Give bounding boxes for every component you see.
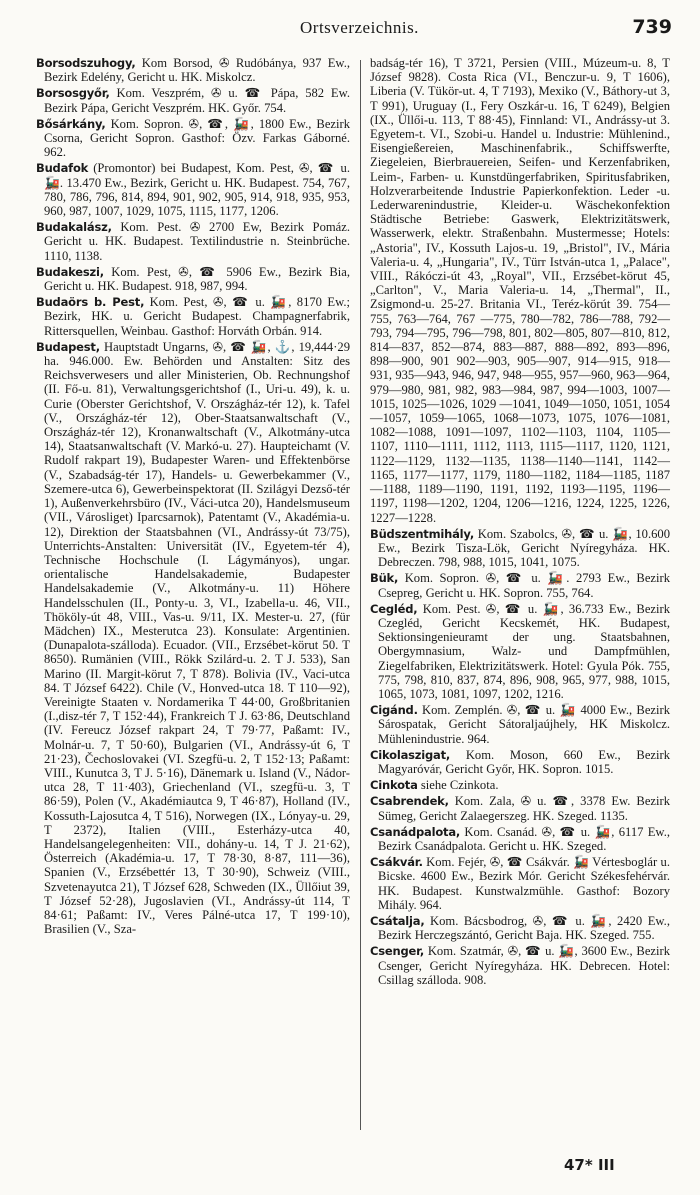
page-number: 739	[632, 16, 672, 38]
place-name: Bük,	[370, 571, 399, 586]
gazetteer-entry	[36, 56, 350, 84]
place-name: Budapest,	[36, 339, 100, 354]
gazetteer-entry	[370, 855, 670, 912]
place-name: Budakalász,	[36, 220, 112, 235]
place-name: Csátalja,	[370, 913, 425, 928]
place-name: Budafok	[36, 161, 89, 176]
place-name: Budaörs b. Pest,	[36, 295, 145, 310]
entry-text: Kom. Szatmár, ✇, ☎ u. 🚂, 3600 Ew., Bezirk Csenger, Gericht Nyíregyháza. HK. Debrecen. Hotel: Csillag szálloda. 908.	[378, 944, 670, 987]
entry-text: Kom. Pest. ✇, ☎ u. 🚂, 36.733 Ew., Bezirk Czegléd, Gericht Kecskemét, HK. Budapest, Sektionsingenieuramt der ung. Staatsbahnen, Obergymnasium, Walz- und Dampfmühlen, Ziegelfabriken, Elektrizitätswerk. Hotel: Gyula Pók. 755, 775, 798, 810, 837, 874, 896, 908, 965, 977, 988, 1015, 1065, 1073, 1081, 1097, 1202, 1216.	[378, 601, 670, 701]
entry-text: Kom. Veszprém, ✇ u. ☎ Pápa, 582 Ew. Bezirk Pápa, Gericht Veszprém. HK. Győr. 754.	[44, 86, 350, 115]
place-name: Büdszentmihály,	[370, 526, 474, 541]
place-name: Cikolaszigat,	[370, 747, 451, 762]
place-name: Borsosgyőr,	[36, 86, 110, 101]
page-footer	[0, 1156, 700, 1180]
gazetteer-entry	[370, 703, 670, 746]
place-name: Cigánd.	[370, 703, 418, 718]
place-name: Csenger,	[370, 944, 425, 959]
place-name: Csabrendek,	[370, 794, 449, 809]
entry-text: Kom. Bácsbodrog, ✇, ☎ u. 🚂, 2420 Ew., Bezirk Herczegszántó, Gericht Baja. HK. Szeged. 755.	[378, 913, 670, 943]
gazetteer-entry	[36, 295, 350, 338]
gazetteer-entry	[36, 265, 350, 293]
gazetteer-entry	[370, 778, 670, 792]
entry-text: Kom. Pest, ✇, ☎ 5906 Ew., Bezirk Bia, Gericht u. HK. Budapest. 918, 987, 994.	[44, 264, 350, 294]
entry-text: (Promontor) bei Budapest, Kom. Pest, ✇, ☎ u. 🚂. 13.470 Ew., Bezirk, Gericht u. HK. Budapest. 754, 767, 780, 786, 796, 814, 894, 901, 902, 905, 914, 918, 935, 953, 960, 987, 1007, 1029, 1075, 1115, 1177, 1206.	[44, 161, 350, 219]
gazetteer-entry	[36, 86, 350, 114]
gazetteer-entry	[370, 527, 670, 570]
entry-text: Kom. Moson, 660 Ew., Bezirk Magyaróvár, Gericht Győr, HK. Sopron. 1015.	[378, 747, 670, 776]
gazetteer-entry	[370, 914, 670, 942]
place-name: Budakeszi,	[36, 264, 104, 279]
gazetteer-entry	[370, 794, 670, 822]
page-header	[0, 14, 700, 42]
gazetteer-entry	[36, 220, 350, 263]
gazetteer-entry	[370, 571, 670, 599]
place-name: Cegléd,	[370, 601, 418, 616]
entry-text: Kom. Sopron. ✇, ☎, 🚂, 1800 Ew., Bezirk Csorna, Gericht Sopron. Gasthof: Özv. Farkas Gáborné. 962.	[44, 116, 351, 160]
place-name: Borsodszuhogy,	[36, 56, 136, 70]
entry-text: Kom. Szabolcs, ✇, ☎ u. 🚂, 10.600 Ew., Bezirk Tisza-Lök, Gericht Nyíregyháza. HK. Debreczen. 798, 988, 1015, 1041, 1075.	[378, 526, 670, 570]
gazetteer-entry	[370, 56, 670, 525]
entry-text: Kom. Sopron. ✇, ☎ u. 🚂. 2793 Ew., Bezirk Csepreg, Gericht u. HK. Sopron. 755, 764.	[378, 571, 670, 600]
left-column	[36, 56, 350, 938]
place-name: Bősárkány,	[36, 116, 106, 131]
entry-text: Kom. Pest, ✇, ☎ u. 🚂, 8170 Ew.; Bezirk, HK. u. Gericht Budapest. Champagnerfabrik, Rittersquellen, Weinbau. Gasthof: Horváth Orbán. 914.	[44, 295, 350, 338]
entry-text: Kom. Csanád. ✇, ☎ u. 🚂, 6117 Ew., Bezirk Csanádpalota. Gericht u. HK. Szeged.	[378, 824, 671, 853]
entry-text: Kom. Fejér, ✇, ☎ Csákvár. 🚂 Vértesboglár u. Bicske. 4600 Ew., Bezirk Mór. Gericht Székesfehérvár. HK. Budapest. Kunstwalzmühle. Gasthof: Bozory Mihály. 964.	[378, 855, 670, 912]
gazetteer-entry	[370, 825, 670, 853]
gazetteer-entry	[36, 161, 350, 218]
gazetteer-entry	[36, 340, 350, 937]
gazetteer-entry	[370, 748, 670, 776]
page-title: Ortsverzeichnis.	[300, 18, 419, 37]
gazetteer-entry	[370, 944, 670, 987]
place-name: Cinkota	[370, 778, 418, 793]
place-name: Csákvár.	[370, 855, 423, 870]
right-column	[370, 56, 670, 989]
gazetteer-entry	[370, 602, 670, 701]
entry-text: siehe Czinkota.	[420, 778, 499, 793]
entry-text: Kom Borsod, ✇ Rudóbánya, 937 Ew., Bezirk Edelény, Gericht u. HK. Miskolcz.	[44, 56, 350, 85]
column-divider	[360, 60, 361, 1130]
place-name: Csanádpalota,	[370, 824, 461, 839]
entry-text: badság-tér 16), T 3721, Persien (VIII., Múzeum-u. 8, T József 9828). Costa Rica (VI., Benczur-u. 9, T 1606), Liberia (V. Tükör-ut. 4, T 7193), Mexiko (V., Báthory-ut 3, T 991), Uruguay (I., Fery Oszkár-u. 16, T 6249), Belgien (IX., Üllői-u. 113, T 88·45), Finnland: VI., Andrássy-ut 3. Egyetem-t. VI., Szobi-u. Handel u. Industrie: Mühlenind., Eisengießereien, Maschinenfabrik., Schiffswerfte, Ziegeleien, Bierbrauereien, Seifen- und Kerzenfabriken, Leim-, Farben- u. Kunstdüngerfabriken, Spiritusfabriken, Holzverarbeitende Industrie Papierkonfektion. Leder -u. Lederwarenindustrie, Kleider-u. Wäschekonfektion Städtische Betriebe: Gaswerk, Elektrizitätswerk, Wasserwerk, elektr. Straßenbahn. Mustermesse; Hotels: „Astoria", IV., Kossuth Lajos-u. 19, „Bristol", IV., Mária Valeria-u. 4, „Hungaria", IV., Türr István-utca 1, „Palace", VIII., Rákóczi-út 43, „Royal", VII., Erzsébet-körut 45, „Carlton", V., Maria Valeria-u. 14, „Thermal", II., Zsigmond-u. 25-27. Britania VI., Teréz-körút 39. 754—755, 763—764, 767 —775, 780—782, 786—788, 792—793, 794—795, 796—798, 801, 802—805, 807—810, 812, 814—837, 852—874, 883—887, 888—892, 893—896, 898—900, 901 902—903, 905—907, 914—915, 918—931, 935—943, 946, 947, 948—955, 957—960, 963—964, 979—980, 981, 982, 983—984, 987, 994—1003, 1007—1015, 1025—1026, 1029 —1041, 1049—1050, 1051, 1054—1057, 1059—1065, 1068—1073, 1075, 1076—1081, 1082—1088, 1091—1097, 1102—1103, 1104, 1105—1107, 1110—1111, 1112, 1113, 1115—1117, 1120, 1121, 1122—1129, 1132—1135, 1138—1140—1141, 1142—1165, 1177—1177, 1179, 1180—1182, 1184—1185, 1187—1188, 1189—1190, 1191, 1192, 1193—1195, 1196—1197, 1198—1202, 1204, 1206—1216, 1224, 1225, 1226, 1227—1228.	[370, 56, 670, 525]
entry-text: Hauptstadt Ungarns, ✇, ☎ 🚂, ⚓, 19,444·29 ha. 946.000. Ew. Behörden und Anstalten: Sitz des Reichsverwesers und aller Ministerien, Ob. Rechnungshof (II. Fő-u. 81), Verwaltungsgerichtshof (I., Uri-u. 49), k. u. Curie (Oberster Gerichtshof, V. Országház-tér 12), k. Tafel (V., Országház-tér 12), Ober-Staatsanwaltschaft (V., Országház-tér 12), Kronanwaltschaft (V., Alkotmány-utca 14), Staatsanwaltschaft (V. Markó-u. 27). Haupteichamt (V. Rudolf rakpart 19), Budapester Waren- und Effektenbörse (V., Szabadság-tér 17), Handels- u. Gewerbekammer (V., Szemere-utca 6), Gewerbeinspektorat (II. Szilágyi Dezső-tér 1), Außenverkehrsbüro (IV., Váci-utca 20), Handelsmuseum (VII., Városliget) Iparcsarnok), Patentamt (V., Akadémia-u. 12), Direktion der Staatsbahnen (VI., Andrássy-út 73/75), Unterrichts-Anstalten: Universität (IV., Egyetem-tér 4), Technische Hochschule (I. Lágymányos), ungar. orientalische Handelsakademie, Budapester Handelsakademie (V., Alkotmány-u. 11) Höhere Handelsschulen (II., Ponty-u. 3, VI., Izabella-u. 46, VII., Thököly-út 48, VIII., Vas-u. 9/11, IX. Mester-u. 27, (für Mädchen) IX., Mesterutca 23). Konsulate: Argentinien. (Dunapalota-szálloda). Ecuador. (VII., Erzsébet-körut 50. T 8650). Rumänien (VIII., Rökk Szilárd-u. 2. T J. 533), San Marino (II. Margit-körut 7, T 878). Bolivia (IV., Vaci-utca 84. T József 6422). Chile (V., Honved-utca 18. T 110—92), Vereinigte Staaten v. Nordamerika T 44·00, Großbritanien (I.,disz-tér 7, T 152·44), Frankreich T J. 63·86, Deutschland (IV. Fereucz József rakpart 24, T 79·77, Paßamt: IV., Molnár-u. 7, T 50·60), Bulgarien (VI., Andrássy-út 6, T 21·23), Čechoslovakei (VI. Szegfü-u. 2, T 152·13; Paßamt: VIII., Kunutca 3, T J. 5·16), Dänemark u. Island (V., Nádor-utca 28, T 11·403), Griechenland (VI., szegfü-u. 3, T 86·59), Polen (V., Akadémiautca 9, T 46·87), Holland (IV., Kossuth-Lajosutca 4, T 516), Norwegen (IX., Lónyay-u. 29, T 2372), Italien (VIII., Esterházy-utca 40, Handelsangelegenheiten: VII., dohány-u. 14, T J. 21·62), Österreich (Akadémia-u. 17, T 78·30, 8·87, 111—36), Spanien (V., Erzsébettér 13, T 30·90), Schweiz (VIII., Szvetenayutca 21), T József 628, Schweden (IX., Üllőiut 39, T József 52·28), Jugoslavien (VI., Andrássy-út 114, T 84·61; Paßamt: IV., Veres Pálné-utca 17, T 199·10), Brasilien (V., Sza-	[44, 339, 350, 937]
entry-text: Kom. Pest. ✇ 2700 Ew, Bezirk Pomáz. Gericht u. HK. Budapest. Textilindustrie n. Steinbrüche. 1110, 1138.	[44, 220, 350, 263]
gazetteer-entry	[36, 117, 350, 160]
entry-text: Kom. Zala, ✇ u. ☎, 3378 Ew. Bezirk Sümeg, Gericht Zalaegerszeg. HK. Szeged. 1135.	[378, 794, 670, 823]
entry-text: Kom. Zemplén. ✇, ☎ u. 🚂 4000 Ew., Bezirk Sárospatak, Gericht Sátoraljaújhely, HK Miskolcz. Mühlenindustrie. 964.	[378, 703, 670, 746]
signature-mark: 47* III	[564, 1156, 615, 1174]
